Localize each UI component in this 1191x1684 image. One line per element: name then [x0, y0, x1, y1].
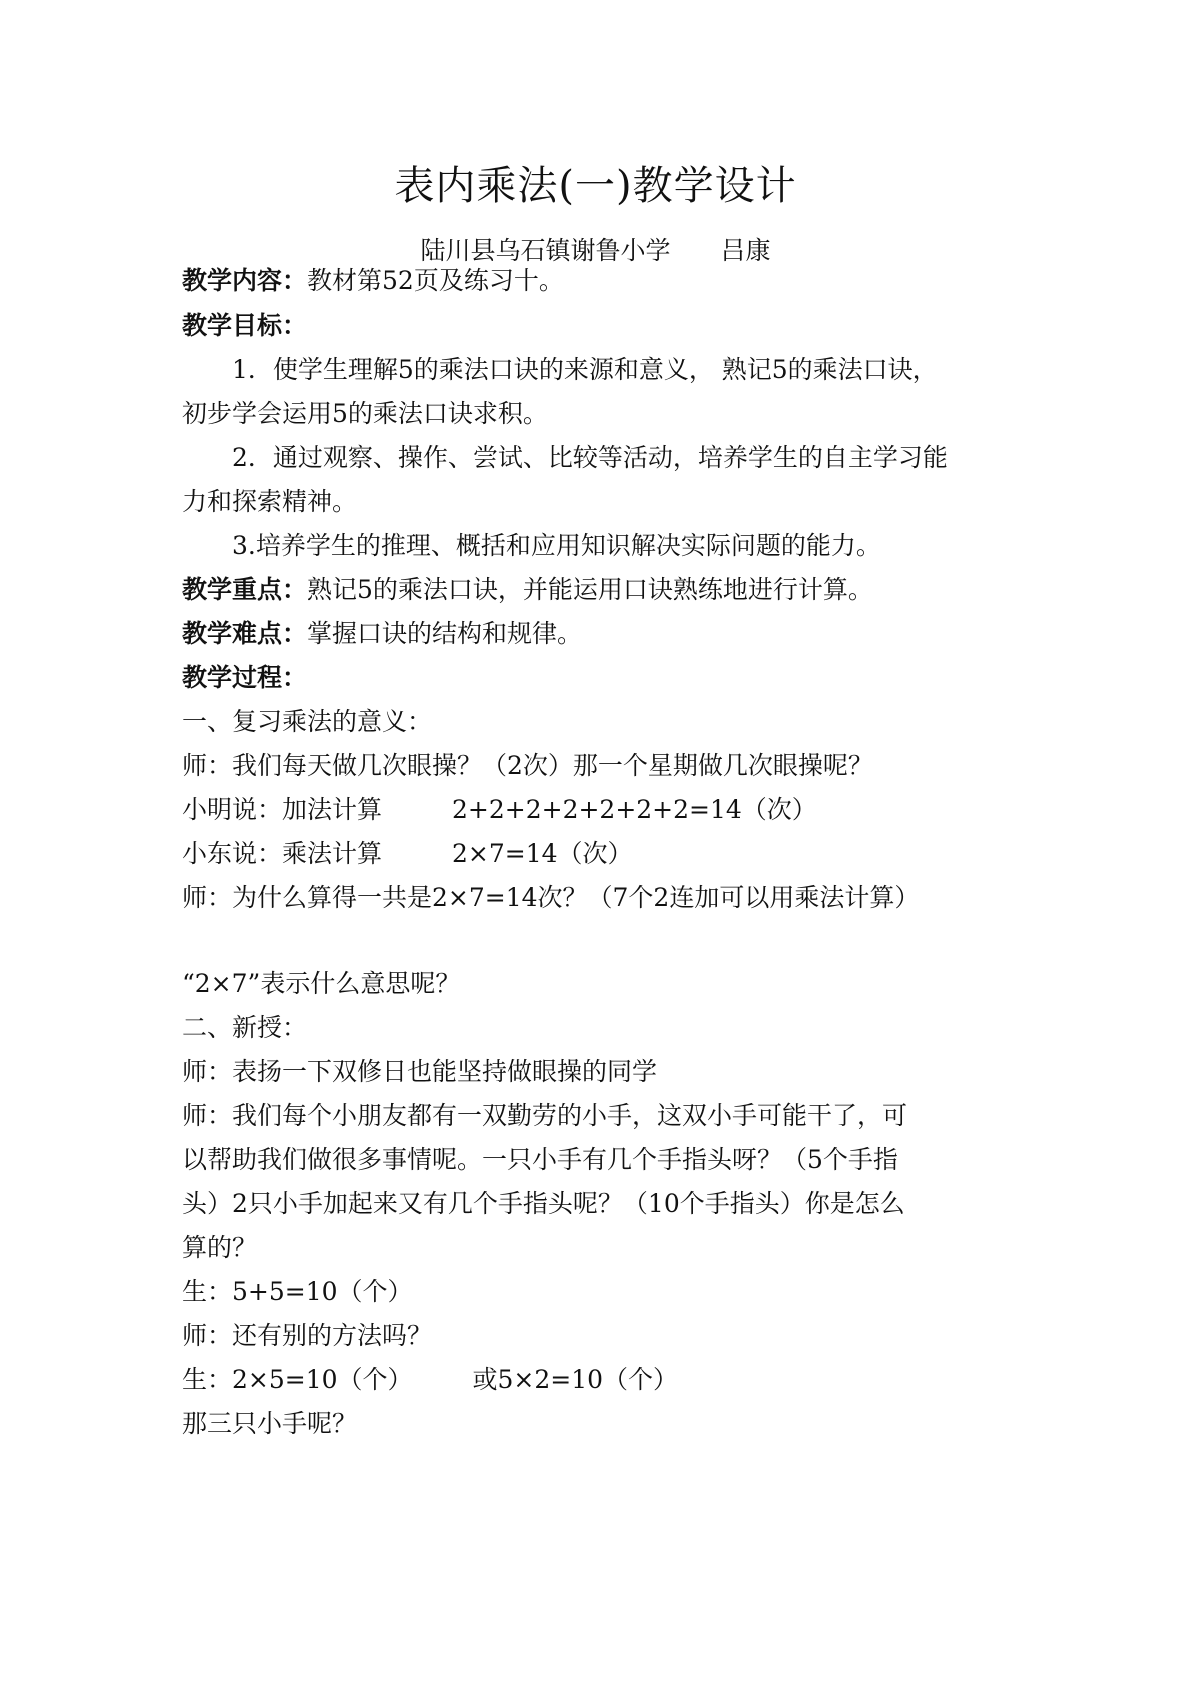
goal-2-line-2: 力和探索精神。 [182, 487, 358, 516]
student-answer-a: 生：2×5=10（个） [182, 1365, 413, 1394]
goal-1-line-1: 1．使学生理解5的乘法口诀的来源和意义， 熟记5的乘法口诀， [232, 355, 938, 384]
difficulty-text: 掌握口诀的结构和规律。 [307, 619, 583, 648]
xiaodong-line [182, 837, 1022, 871]
teacher-line-4b: 以帮助我们做很多事情呢。一只小手有几个手指头呀？（5个手指 [182, 1145, 898, 1174]
author-name: 吕康 [720, 236, 771, 265]
goals-heading [182, 309, 1022, 343]
content-line [182, 264, 1022, 298]
section-2-heading: 二、新授： [182, 1013, 308, 1042]
student-line-1: 生：5+5=10（个） [182, 1277, 413, 1306]
student-line-2 [182, 1363, 1022, 1397]
teacher-line-4d: 算的？ [182, 1233, 258, 1262]
teacher-line-5: 师：还有别的方法吗？ [182, 1321, 433, 1350]
xiaoming-line [182, 793, 1022, 827]
difficulty-label: 教学难点： [182, 619, 308, 648]
xiaoming-label: 小明说：加法计算 [182, 795, 383, 824]
key-point-line [182, 573, 1022, 607]
author-school: 陆川县乌石镇谢鲁小学 [420, 236, 671, 265]
teacher-line-2: 师：为什么算得一共是2×7=14次？（7个2连加可以用乘法计算） [182, 883, 920, 912]
question-line-1: “2×7”表示什么意思呢？ [182, 969, 461, 998]
key-point-text: 熟记5的乘法口诀，并能运用口诀熟练地进行计算。 [307, 575, 873, 604]
goal-2-line-1: 2．通过观察、操作、尝试、比较等活动，培养学生的自主学习能 [232, 443, 948, 472]
difficulty-line [182, 617, 1022, 651]
author-line [0, 234, 1191, 268]
teacher-line-4a: 师：我们每个小朋友都有一双勤劳的小手，这双小手可能干了，可 [182, 1101, 908, 1130]
student-answer-b: 或5×2=10（个） [472, 1365, 679, 1394]
xiaodong-label: 小东说：乘法计算 [182, 839, 383, 868]
goals-label: 教学目标： [182, 311, 308, 340]
xiaoming-calc: 2+2+2+2+2+2+2=14（次） [452, 795, 817, 824]
key-point-label: 教学重点： [182, 575, 308, 604]
question-line-2: 那三只小手呢？ [182, 1409, 358, 1438]
content-text: 教材第52页及练习十。 [307, 266, 564, 295]
document-title: 表内乘法(一)教学设计 [394, 163, 797, 209]
content-label: 教学内容： [182, 266, 308, 295]
teacher-line-3: 师：表扬一下双修日也能坚持做眼操的同学 [182, 1057, 658, 1086]
goal-3: 3.培养学生的推理、概括和应用知识解决实际问题的能力。 [232, 531, 881, 560]
xiaodong-calc: 2×7=14（次） [452, 839, 633, 868]
section-1-heading: 一、复习乘法的意义： [182, 707, 433, 736]
goal-1-line-2: 初步学会运用5的乘法口诀求积。 [182, 399, 548, 428]
process-label: 教学过程： [182, 663, 308, 692]
teacher-line-1: 师：我们每天做几次眼操？（2次）那一个星期做几次眼操呢？ [182, 751, 873, 780]
process-heading [182, 661, 1022, 695]
teacher-line-4c: 头）2只小手加起来又有几个手指头呢？（10个手指头）你是怎么 [182, 1189, 905, 1218]
